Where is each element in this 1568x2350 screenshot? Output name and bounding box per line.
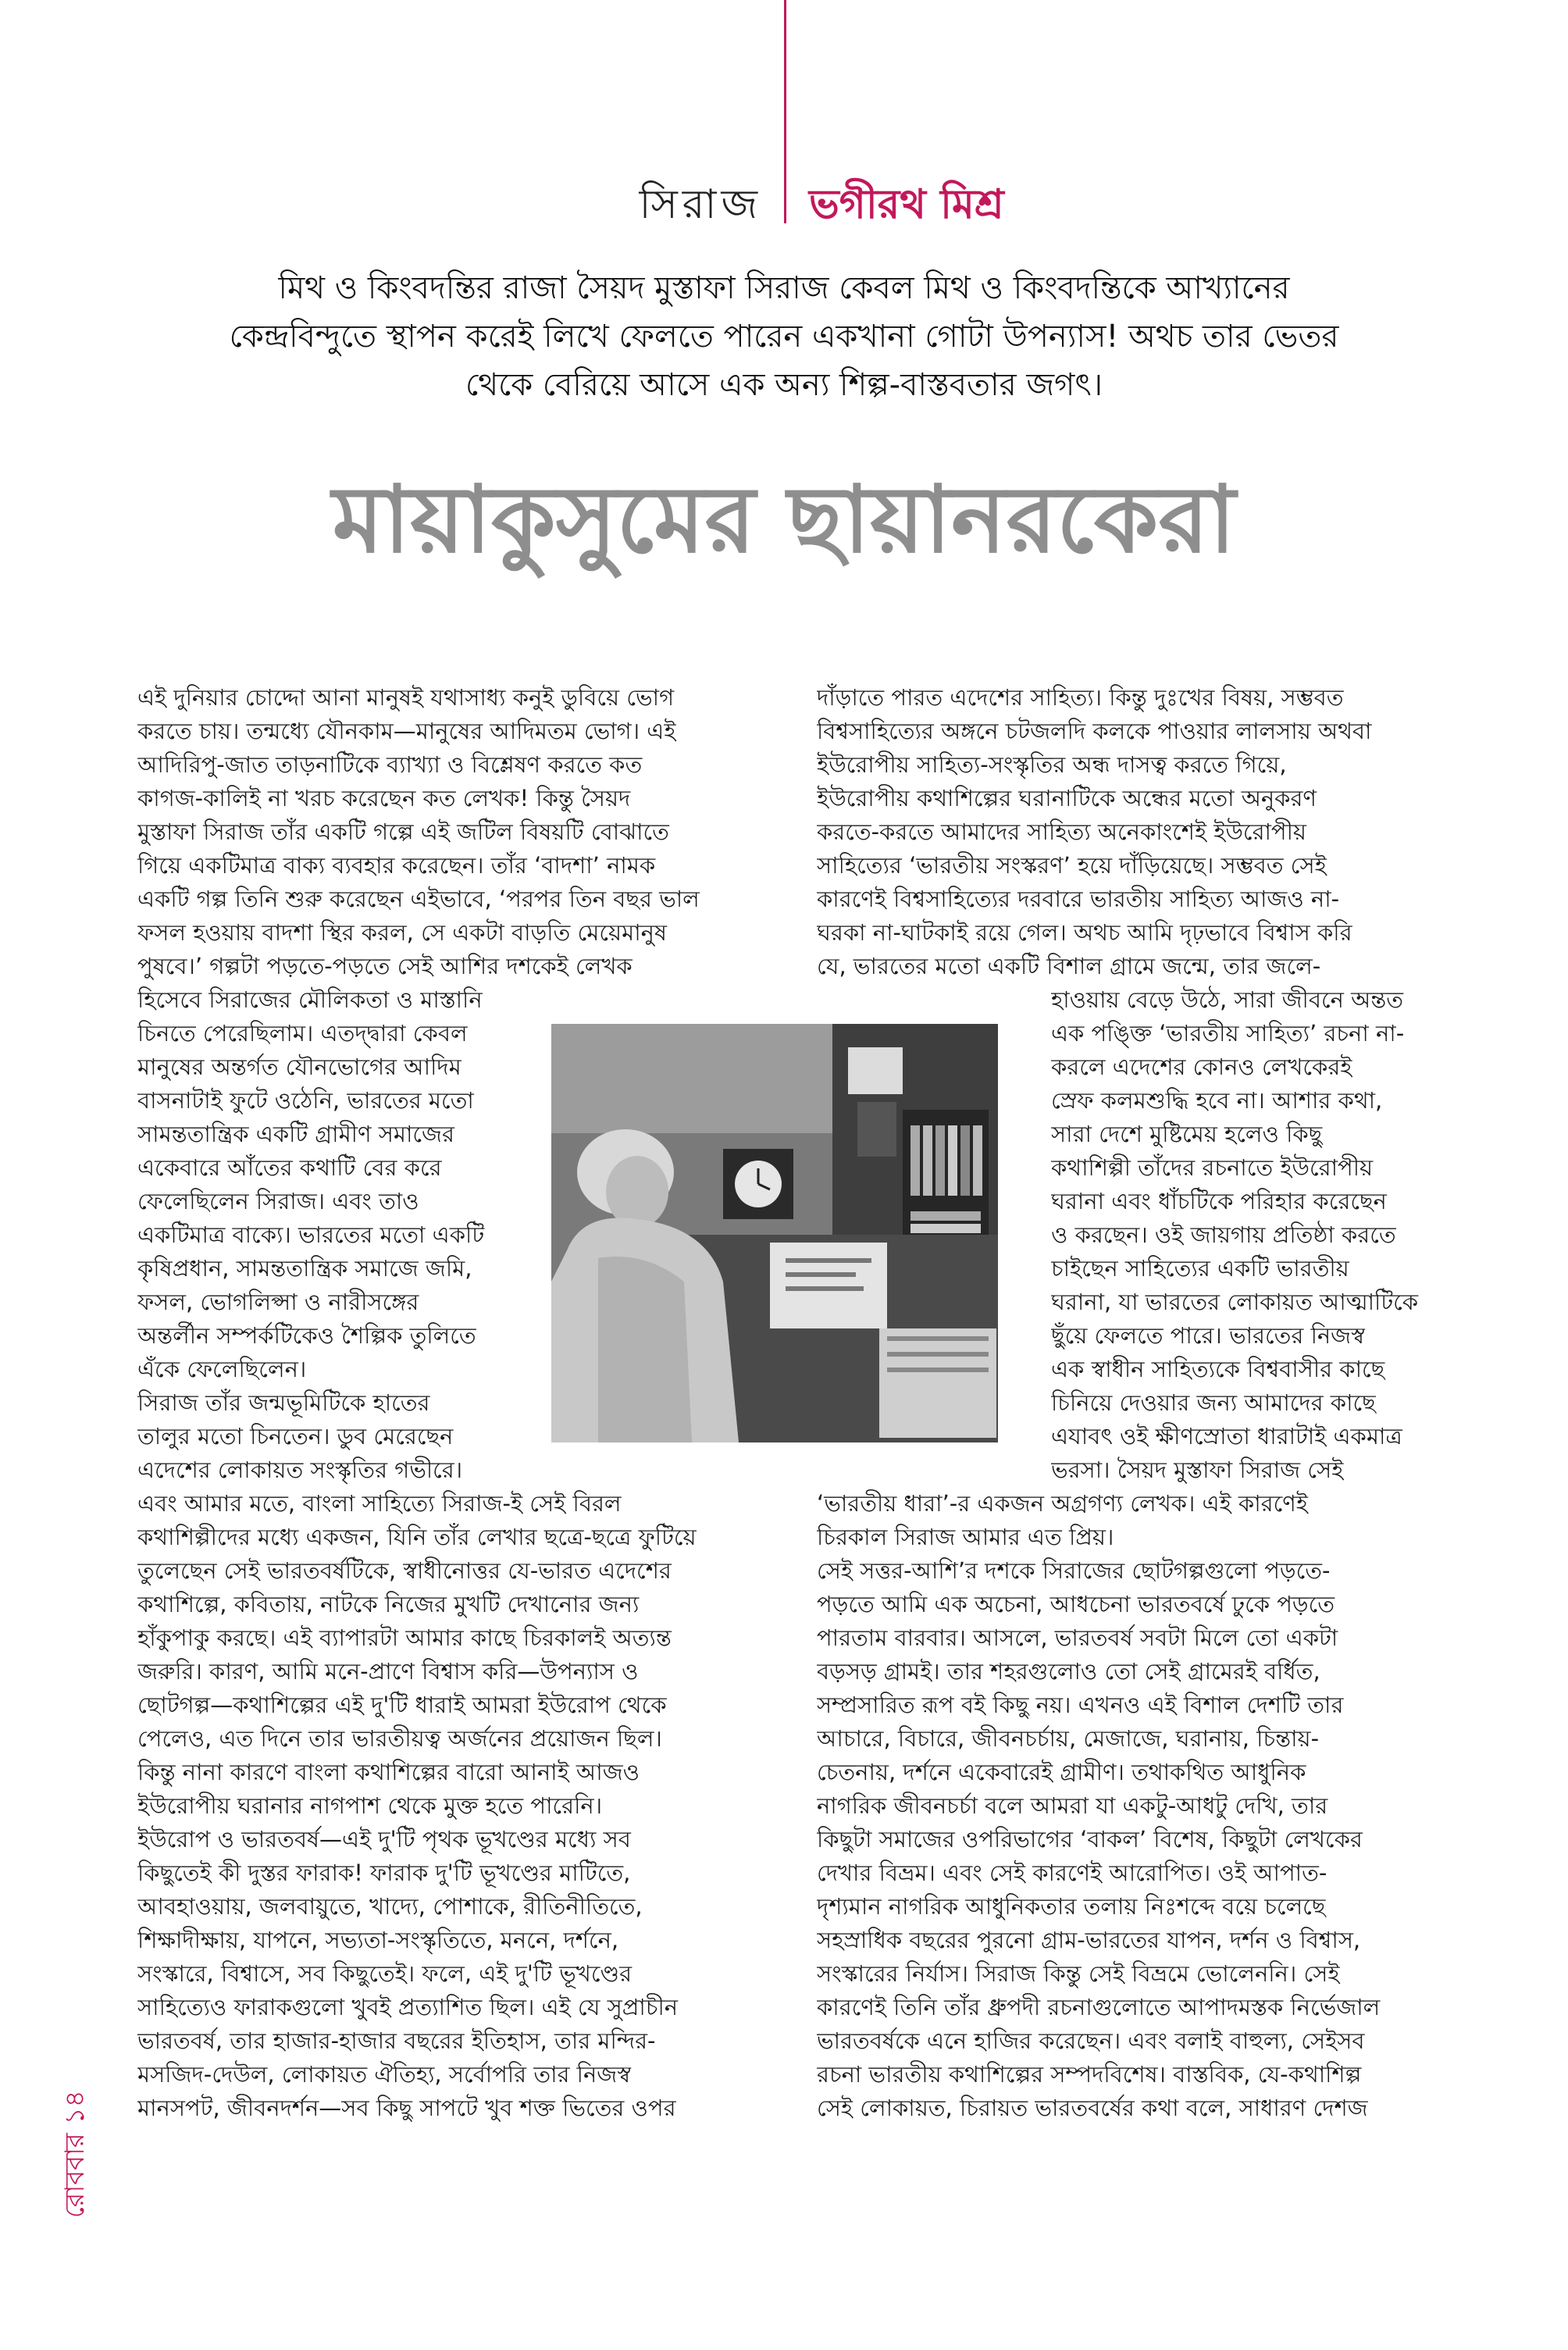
text-line: তুলেছেন সেই ভারতবর্ষটিকে, স্বাধীনোত্তর যে-ভারত এদেশের	[137, 1557, 672, 1584]
text-line: দাঁড়াতে পারত এদেশের সাহিত্য। কিন্তু দুঃখের বিষয়, সম্ভবত	[817, 684, 1344, 711]
text-line: তালুর মতো চিনতেন। ডুব মেরেছেন	[137, 1423, 454, 1450]
text-line: গিয়ে একটিমাত্র বাক্য ব্যবহার করেছেন। তাঁর ‘বাদশা’ নামক	[137, 852, 656, 879]
text-line: আবহাওয়ায়, জলবায়ুতে, খাদ্যে, পোশাকে, রীতিনীতিতে,	[137, 1893, 643, 1920]
text-line: ঘরানা এবং ধাঁচটিকে পরিহার করেছেন	[1051, 1188, 1387, 1214]
text-line: নাগরিক জীবনচর্চা বলে আমরা যা একটু-আধটু দেখি, তার	[817, 1792, 1328, 1819]
text-line: ফসল, ভোগলিপ্সা ও নারীসঙ্গের	[137, 1289, 419, 1315]
text-line: কাগজ-কালিই না খরচ করেছেন কত লেখক! কিন্তু সৈয়দ	[137, 785, 631, 811]
text-line: ঘরকা না-ঘাটকাই রয়ে গেল। অথচ আমি দৃঢ়ভাবে বিশ্বাস করি	[817, 919, 1352, 946]
text-line: কিন্তু নানা কারণে বাংলা কথাশিল্পের বারো আনাই আজও	[137, 1759, 640, 1785]
text-line: কারণেই বিশ্বসাহিত্যের দরবারে ভারতীয় সাহিত্য আজও না-	[817, 886, 1340, 912]
standfirst-line: মিথ ও কিংবদন্তির রাজা সৈয়দ মুস্তাফা সিরাজ কেবল মিথ ও কিংবদন্তিকে আখ্যানের	[278, 270, 1290, 306]
text-line: পারতাম বারবার। আসলে, ভারতবর্ষ সবটা মিলে তো একটা	[817, 1624, 1338, 1651]
text-line: অন্তর্লীন সম্পর্কটিকেও শৈল্পিক তুলিতে	[137, 1322, 476, 1349]
text-line: কথাশিল্পী তাঁদের রচনাতে ইউরোপীয়	[1051, 1154, 1374, 1181]
text-line: সহস্রাধিক বছরের পুরনো গ্রাম-ভারতের যাপন, দর্শন ও বিশ্বাস,	[817, 1927, 1361, 1953]
text-line: সেই সত্তর-আশি’র দশকে সিরাজের ছোটগল্পগুলো পড়তে-	[817, 1557, 1331, 1584]
text-line: করতে চায়। তন্মধ্যে যৌনকাম—মানুষের আদিমতম ভোগ। এই	[137, 718, 676, 744]
text-line: হিসেবে সিরাজের মৌলিকতা ও মাস্তানি	[137, 986, 483, 1013]
text-line: সিরাজ তাঁর জন্মভূমিটিকে হাতের	[137, 1389, 430, 1416]
text-line: মানসপট, জীবনদর্শন—সব কিছু সাপটে খুব শক্ত ভিতের ওপর	[137, 2095, 676, 2121]
standfirst	[156, 264, 1412, 409]
text-line: কিছুটা সমাজের ওপরিভাগের ‘বাকল’ বিশেষ, কিছুটা লেখকের	[817, 1826, 1363, 1853]
text-line: যে, ভারতের মতো একটি বিশাল গ্রামে জন্মে, তার জলে-	[817, 953, 1321, 979]
text-line: করলে এদেশের কোনও লেখকেরই	[1051, 1054, 1352, 1080]
text-line: আদিরিপু-জাত তাড়নাটিকে ব্যাখ্যা ও বিশ্লেষণ করতে কত	[137, 751, 643, 778]
text-line: ‘ভারতীয় ধারা’-র একজন অগ্রগণ্য লেখক। এই কারণেই	[817, 1490, 1308, 1517]
text-line: সংস্কারে, বিশ্বাসে, সব কিছুতেই। ফলে, এই দু'টি ভূখণ্ডের	[137, 1960, 633, 1987]
section-label: সিরাজ	[639, 181, 762, 228]
text-line: এবং আমার মতে, বাংলা সাহিত্যে সিরাজ-ই সেই বিরল	[137, 1490, 622, 1517]
text-line: বিশ্বসাহিত্যের অঙ্গনে চটজলদি কলকে পাওয়ার লালসায় অথবা	[817, 718, 1372, 744]
header-divider	[784, 0, 786, 223]
text-line: ছোটগল্প—কথাশিল্পের এই দু'টি ধারাই আমরা ইউরোপ থেকে	[137, 1692, 667, 1718]
text-line: ভারতবর্ষকে এনে হাজির করেছেন। এবং বলাই বাহুল্য, সেইসব	[817, 2027, 1365, 2054]
text-line: সম্প্রসারিত রূপ বই কিছু নয়। এখনও এই বিশাল দেশটি তার	[817, 1692, 1344, 1718]
text-line: রচনা ভারতীয় কথাশিল্পের সম্পদবিশেষ। বাস্তবিক, যে-কথাশিল্প	[817, 2061, 1362, 2088]
text-line: কথাশিল্পীদের মধ্যে একজন, যিনি তাঁর লেখার ছত্রে-ছত্রে ফুটিয়ে	[137, 1524, 697, 1550]
text-line: কৃষিপ্রধান, সামন্ততান্ত্রিক সমাজে জমি,	[137, 1255, 472, 1282]
text-line: করতে-করতে আমাদের সাহিত্য অনেকাংশেই ইউরোপীয়	[817, 818, 1306, 845]
text-line: ইউরোপীয় ঘরানার নাগপাশ থেকে মুক্ত হতে পারেনি।	[137, 1792, 603, 1819]
text-line: সামন্ততান্ত্রিক একটি গ্রামীণ সমাজের	[137, 1121, 454, 1147]
article-headline: মায়াকুসুমের ছায়ানরকেরা	[332, 465, 1236, 573]
text-line: ইউরোপীয় সাহিত্য-সংস্কৃতির অন্ধ দাসত্ব করতে গিয়ে,	[817, 751, 1287, 778]
standfirst-line: কেন্দ্রবিন্দুতে স্থাপন করেই লিখে ফেলতে পারেন একখানা গোটা উপন্যাস! অথচ তার ভেতর	[229, 319, 1339, 355]
text-line: ইউরোপীয় কথাশিল্পের ঘরানাটিকে অন্ধের মতো অনুকরণ	[817, 785, 1317, 811]
standfirst-line: থেকে বেরিয়ে আসে এক অন্য শিল্প-বাস্তবতার জগৎ।	[465, 367, 1103, 403]
text-line: দেখার বিভ্রম। এবং সেই কারণেই আরোপিত। ওই আপাত-	[817, 1860, 1327, 1886]
text-line: মানুষের অন্তর্গত যৌনভোগের আদিম	[137, 1054, 461, 1080]
text-line: এদেশের লোকায়ত সংস্কৃতির গভীরে।	[137, 1457, 463, 1483]
text-line: বড়সড় গ্রামই। তার শহরগুলোও তো সেই গ্রামেরই বর্ধিত,	[817, 1658, 1320, 1685]
text-line: হাঁকুপাকু করছে। এই ব্যাপারটা আমার কাছে চিরকালই অত্যন্ত	[137, 1624, 672, 1651]
text-line: ফসল হওয়ায় বাদশা স্থির করল, সে একটা বাড়তি মেয়েমানুষ	[137, 919, 667, 946]
text-line: কথাশিল্পে, কবিতায়, নাটকে নিজের মুখটি দেখানোর জন্য	[137, 1591, 640, 1617]
page-folio: রোববার ১৪	[59, 2090, 91, 2218]
text-line: চিনতে পেরেছিলাম। এতদ্দ্বারা কেবল	[137, 1020, 468, 1047]
text-line: মসজিদ-দেউল, লোকায়ত ঐতিহ্য, সর্বোপরি তার নিজস্ব	[137, 2061, 631, 2088]
text-line: সেই লোকায়ত, চিরায়ত ভারতবর্ষের কথা বলে, সাধারণ দেশজ	[817, 2095, 1368, 2121]
text-line: জরুরি। কারণ, আমি মনে-প্রাণে বিশ্বাস করি—উপন্যাস ও	[137, 1658, 639, 1685]
text-line: পড়তে আমি এক অচেনা, আধচেনা ভারতবর্ষে ঢুকে পড়তে	[817, 1591, 1335, 1617]
text-line: সাহিত্যেও ফারাকগুলো খুবই প্রত্যাশিত ছিল। এই যে সুপ্রাচীন	[137, 1994, 679, 2020]
text-line: দৃশ্যমান নাগরিক আধুনিকতার তলায় নিঃশব্দে বয়ে চলেছে	[817, 1893, 1326, 1920]
text-line: ভারতবর্ষ, তার হাজার-হাজার বছরের ইতিহাস, তার মন্দির-	[137, 2027, 656, 2054]
text-line: ছুঁয়ে ফেলতে পারে। ভারতের নিজস্ব	[1051, 1322, 1365, 1349]
text-line: কারণেই তিনি তাঁর ধ্রুপদী রচনাগুলোতে আপাদমস্তক নির্ভেজাল	[817, 1994, 1381, 2020]
text-line: এক পঙ্ক্তি ‘ভারতীয় সাহিত্য’ রচনা না-	[1051, 1020, 1405, 1047]
text-line: ঘরানা, যা ভারতের লোকায়ত আত্মাটিকে	[1051, 1289, 1419, 1315]
text-line: ও করছেন। ওই জায়গায় প্রতিষ্ঠা করতে	[1051, 1221, 1396, 1248]
text-line: ইউরোপ ও ভারতবর্ষ—এই দু'টি পৃথক ভূখণ্ডের মধ্যে সব	[137, 1826, 631, 1853]
text-line: হাওয়ায় বেড়ে উঠে, সারা জীবনে অন্তত	[1051, 986, 1404, 1013]
text-line: মুস্তাফা সিরাজ তাঁর একটি গল্পে এই জটিল বিষয়টি বোঝাতে	[137, 818, 669, 845]
text-line: সাহিত্যের ‘ভারতীয় সংস্করণ’ হয়ে দাঁড়িয়েছে। সম্ভবত সেই	[817, 852, 1327, 879]
text-line: একেবারে আঁতের কথাটি বের করে	[137, 1154, 442, 1181]
author-name: ভগীরথ মিশ্র	[809, 181, 1004, 228]
text-line: আচারে, বিচারে, জীবনচর্চায়, মেজাজে, ঘরানায়, চিন্তায়-	[817, 1725, 1320, 1752]
text-line: এই দুনিয়ার চোদ্দো আনা মানুষই যথাসাধ্য কনুই ডুবিয়ে ভোগ	[137, 684, 675, 711]
text-line: সারা দেশে মুষ্টিমেয় হলেও কিছু	[1051, 1121, 1323, 1147]
text-line: একটি গল্প তিনি শুরু করেছেন এইভাবে, ‘পরপর তিন বছর ভাল	[137, 886, 700, 912]
text-line: কিছুতেই কী দুস্তর ফারাক! ফারাক দু'টি ভূখণ্ডের মাটিতে,	[137, 1860, 631, 1886]
text-line: চাইছেন সাহিত্যের একটি ভারতীয়	[1051, 1255, 1349, 1282]
text-line: চিরকাল সিরাজ আমার এত প্রিয়।	[817, 1524, 1114, 1550]
text-line: বাসনাটাই ফুটে ওঠেনি, ভারতের মতো	[137, 1087, 474, 1114]
text-line: এঁকে ফেলেছিলেন।	[137, 1356, 307, 1382]
text-line: একটিমাত্র বাক্যে। ভারতের মতো একটি	[137, 1221, 485, 1248]
text-line: চেতনায়, দর্শনে একেবারেই গ্রামীণ। তথাকথিত আধুনিক	[817, 1759, 1306, 1785]
text-line: পেলেও, এত দিনে তার ভারতীয়ত্ব অর্জনের প্রয়োজন ছিল।	[137, 1725, 662, 1752]
text-line: ভরসা। সৈয়দ মুস্তাফা সিরাজ সেই	[1051, 1457, 1344, 1483]
text-line: চিনিয়ে দেওয়ার জন্য আমাদের কাছে	[1051, 1389, 1376, 1416]
text-line: স্রেফ কলমশুদ্ধি হবে না। আশার কথা,	[1051, 1087, 1383, 1114]
author-photo	[551, 1024, 998, 1442]
text-line: এযাবৎ ওই ক্ষীণস্রোতা ধারাটাই একমাত্র	[1051, 1423, 1402, 1450]
text-line: ফেলেছিলেন সিরাজ। এবং তাও	[137, 1188, 419, 1214]
text-line: সংস্কারের নির্যাস। সিরাজ কিন্তু সেই বিভ্রমে ভোলেননি। সেই	[817, 1960, 1340, 1987]
text-line: শিক্ষাদীক্ষায়, যাপনে, সভ্যতা-সংস্কৃতিতে, মননে, দর্শনে,	[137, 1927, 619, 1953]
text-line: এক স্বাধীন সাহিত্যকে বিশ্ববাসীর কাছে	[1051, 1356, 1385, 1382]
text-line: পুষবে।’ গল্পটা পড়তে-পড়তে সেই আশির দশকেই লেখক	[137, 953, 633, 979]
